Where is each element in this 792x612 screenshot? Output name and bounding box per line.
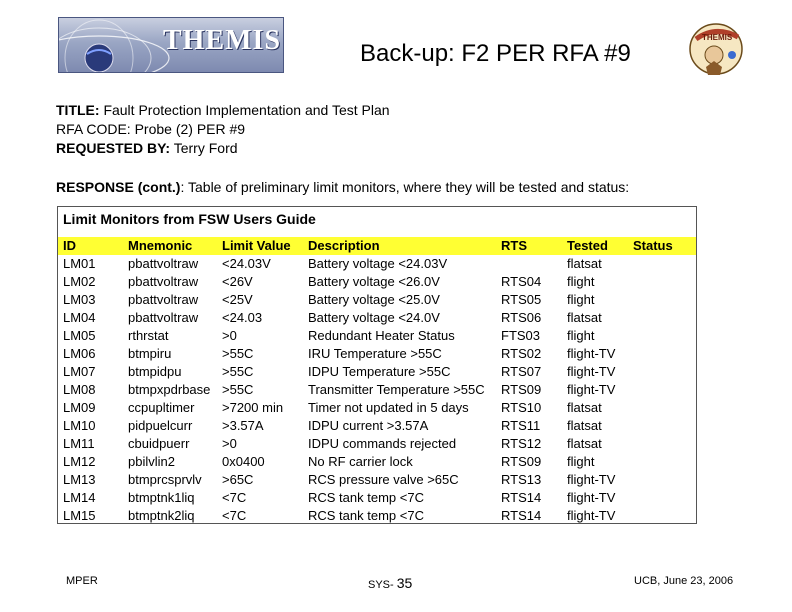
cell-limit-value: <24.03 [222,310,263,325]
column-header-limit-value: Limit Value [222,238,291,253]
cell-id: LM02 [63,274,96,289]
cell-tested: flight-TV [567,346,616,361]
table-row [58,327,696,345]
response-line [56,179,629,195]
cell-mnemonic: rthrstat [128,328,169,343]
cell-limit-value: <7C [222,508,247,523]
cell-mnemonic: btmptnk1liq [128,490,195,505]
table-row [58,507,696,525]
cell-limit-value: >3.57A [222,418,264,433]
cell-tested: flatsat [567,418,602,433]
cell-tested: flight [567,274,595,289]
rfa-code-line [56,120,390,139]
cell-limit-value: >55C [222,346,254,361]
footer-left: MPER [66,575,98,587]
limit-monitor-table [58,237,696,525]
cell-mnemonic: cbuidpuerr [128,436,190,451]
rfa-info-block [56,101,390,158]
cell-description: Transmitter Temperature >55C [308,382,485,397]
cell-rts: RTS12 [501,436,542,451]
requested-by-value: Terry Ford [173,140,238,156]
cell-limit-value: <24.03V [222,256,271,271]
column-header-status: Status [633,238,673,253]
cell-description: IDPU current >3.57A [308,418,429,433]
cell-description: IDPU commands rejected [308,436,457,451]
cell-description: Timer not updated in 5 days [308,400,469,415]
cell-description: IRU Temperature >55C [308,346,442,361]
table-row [58,255,696,273]
cell-rts: RTS10 [501,400,542,415]
cell-description: No RF carrier lock [308,454,413,469]
cell-tested: flight [567,454,595,469]
cell-id: LM03 [63,292,96,307]
cell-description: Battery voltage <24.0V [308,310,440,325]
cell-limit-value: >7200 min [222,400,284,415]
cell-limit-value: <25V [222,292,253,307]
cell-rts: RTS14 [501,490,542,505]
table-heading: Limit Monitors from FSW Users Guide [63,211,316,227]
cell-rts: RTS04 [501,274,542,289]
cell-mnemonic: btmprcsprvlv [128,472,202,487]
themis-logo [58,17,284,73]
cell-tested: flatsat [567,310,602,325]
cell-mnemonic: pbattvoltraw [128,292,199,307]
cell-limit-value: 0x0400 [222,454,265,469]
cell-mnemonic: btmpxpdrbase [128,382,211,397]
cell-tested: flatsat [567,256,602,271]
cell-mnemonic: ccpupltimer [128,400,195,415]
cell-rts: RTS11 [501,418,541,433]
cell-rts: RTS05 [501,292,542,307]
cell-rts: RTS09 [501,382,542,397]
cell-id: LM15 [63,508,96,523]
response-label: RESPONSE (cont.) [56,179,181,195]
badge-text: THEMIS [702,33,733,42]
column-header-rts: RTS [501,238,527,253]
column-header-id: ID [63,238,76,253]
table-row [58,363,696,381]
cell-description: IDPU Temperature >55C [308,364,451,379]
table-row [58,381,696,399]
cell-tested: flight [567,328,595,343]
cell-rts: RTS06 [501,310,542,325]
cell-id: LM11 [63,436,95,451]
cell-tested: flight-TV [567,364,616,379]
table-row [58,399,696,417]
logo-text: THEMIS [163,25,282,56]
requested-by-label: REQUESTED BY: [56,140,171,156]
cell-tested: flatsat [567,436,602,451]
cell-mnemonic: pbilvlin2 [128,454,175,469]
cell-id: LM14 [63,490,96,505]
footer-page-prefix: SYS- [368,579,397,591]
footer-date: UCB, June 23, 2006 [634,575,734,587]
table-row [58,291,696,309]
cell-mnemonic: btmpiru [128,346,172,361]
cell-tested: flight-TV [567,382,616,397]
table-header-row [58,237,696,255]
cell-mnemonic: btmptnk2liq [128,508,195,523]
cell-rts: RTS14 [501,508,542,523]
page-number: 35 [396,575,413,591]
cell-description: RCS pressure valve >65C [308,472,459,487]
table-row [58,453,696,471]
cell-description: Battery voltage <26.0V [308,274,440,289]
cell-id: LM08 [63,382,96,397]
cell-id: LM01 [63,256,96,271]
cell-limit-value: >0 [222,436,237,451]
rfa-code-value: Probe (2) PER #9 [134,121,246,137]
cell-limit-value: <26V [222,274,253,289]
column-header-description: Description [308,238,380,253]
table-row [58,309,696,327]
cell-limit-value: >65C [222,472,254,487]
cell-id: LM06 [63,346,96,361]
table-row [58,273,696,291]
table-row [58,417,696,435]
cell-rts: RTS02 [501,346,542,361]
cell-description: RCS tank temp <7C [308,490,424,505]
cell-limit-value: >0 [222,328,237,343]
cell-rts: RTS07 [501,364,542,379]
title-label: TITLE: [56,102,100,118]
cell-id: LM10 [63,418,96,433]
cell-id: LM09 [63,400,96,415]
cell-tested: flight-TV [567,508,616,523]
cell-id: LM12 [63,454,96,469]
cell-tested: flight-TV [567,490,616,505]
table-row [58,489,696,507]
cell-mnemonic: pbattvoltraw [128,256,199,271]
cell-rts: FTS03 [501,328,541,343]
table-row [58,471,696,489]
cell-id: LM07 [63,364,96,379]
cell-description: Battery voltage <25.0V [308,292,440,307]
slide-title: Back-up: F2 PER RFA #9 [360,40,631,67]
cell-limit-value: >55C [222,364,254,379]
themis-mission-badge-icon [686,21,746,77]
cell-mnemonic: btmpidpu [128,364,182,379]
table-row [58,345,696,363]
cell-id: LM13 [63,472,96,487]
cell-mnemonic: pbattvoltraw [128,274,199,289]
cell-tested: flight [567,292,595,307]
column-header-mnemonic: Mnemonic [128,238,193,253]
cell-tested: flight-TV [567,472,616,487]
footer-page [368,575,412,591]
cell-id: LM05 [63,328,96,343]
cell-description: Redundant Heater Status [308,328,455,343]
cell-mnemonic: pbattvoltraw [128,310,199,325]
requested-by-line [56,139,390,158]
response-text: : Table of preliminary limit monitors, where they will be tested and status: [180,179,630,195]
table-row [58,435,696,453]
cell-id: LM04 [63,310,96,325]
cell-description: RCS tank temp <7C [308,508,424,523]
cell-mnemonic: pidpuelcurr [128,418,193,433]
cell-tested: flatsat [567,400,602,415]
title-value: Fault Protection Implementation and Test Plan [103,102,390,118]
cell-description: Battery voltage <24.03V [308,256,448,271]
column-header-tested: Tested [567,238,608,253]
title-line [56,101,390,120]
cell-limit-value: >55C [222,382,254,397]
cell-rts: RTS13 [501,472,542,487]
cell-rts: RTS09 [501,454,542,469]
rfa-code-label: RFA CODE: [56,121,131,137]
cell-limit-value: <7C [222,490,247,505]
